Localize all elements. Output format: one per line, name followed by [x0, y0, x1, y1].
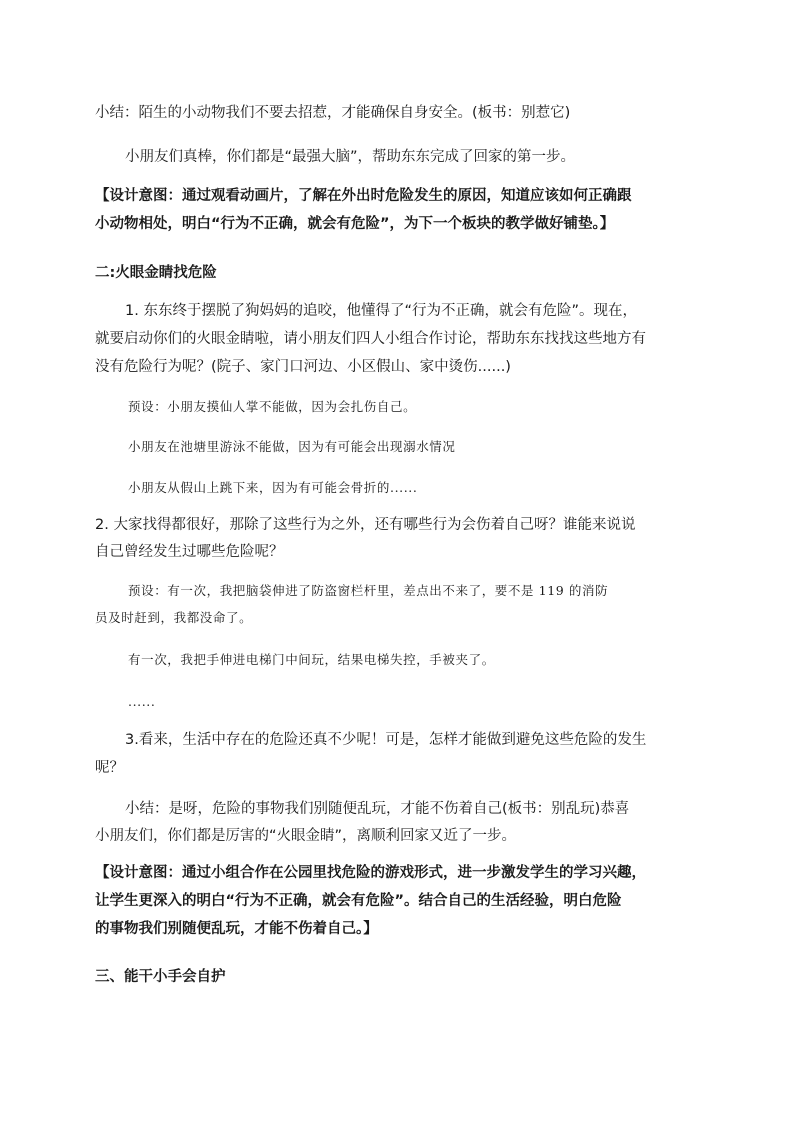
design-intent-1-line-1: 【设计意图：通过观看动画片，了解在外出时危险发生的原因，知道应该如何正确跟	[95, 188, 632, 204]
item-1-line-2: 就要启动你们的火眼金睛啦，请小朋友们四人小组合作讨论，帮助东东找找这些地方有	[95, 331, 646, 347]
section-heading-2: 二:火眼金睛找危险	[95, 265, 217, 281]
preset-2-line-3: 有一次，我把手伸进电梯门中间玩，结果电梯失控，手被夹了。	[128, 652, 495, 667]
paragraph-praise: 小朋友们真棒，你们都是“最强大脑”，帮助东东完成了回家的第一步。	[125, 149, 576, 165]
design-intent-2-line-1: 【设计意图：通过小组合作在公园里找危险的游戏形式，进一步激发学生的学习兴趣，	[95, 865, 646, 881]
preset-2-ellipsis: ......	[128, 694, 156, 709]
design-intent-2-line-2: 让学生更深入的明白“行为不正确，就会有危险”。结合自己的生活经验，明白危险	[95, 893, 622, 909]
design-intent-1-line-2: 小动物相处，明白“行为不正确，就会有危险”，为下一个板块的教学做好铺垫。】	[95, 216, 615, 232]
preset-1-line-1: 预设：小朋友摸仙人掌不能做，因为会扎伤自己。	[128, 399, 417, 414]
item-1-line-3: 没有危险行为呢？(院子、家门口河边、小区假山、家中烫伤......)	[95, 359, 511, 375]
item-3-line-2: 呢？	[95, 760, 124, 776]
preset-2-line-2: 员及时赶到，我都没命了。	[95, 610, 253, 625]
item-3-line-1: 3.看来，生活中存在的危险还真不少呢！可是，怎样才能做到避免这些危险的发生	[125, 732, 647, 748]
item-2-line-2: 自己曾经发生过哪些危险呢？	[95, 544, 284, 560]
preset-1-line-3: 小朋友从假山上跳下来，因为有可能会骨折的......	[128, 480, 418, 495]
preset-1-line-2: 小朋友在池塘里游泳不能做，因为有可能会出现溺水情况	[128, 439, 456, 454]
summary-2-line-1: 小结：是呀，危险的事物我们别随便乱玩，才能不伤着自己(板书：别乱玩)恭喜	[125, 801, 630, 817]
section-heading-3: 三、能干小手会自护	[95, 969, 226, 985]
preset-2-line-1: 预设：有一次，我把脑袋伸进了防盗窗栏杆里，差点出不来了，要不是 119 的消防	[128, 583, 609, 598]
summary-2-line-2: 小朋友们，你们都是厉害的“火眼金睛”，离顺利回家又近了一步。	[95, 828, 517, 844]
summary-line-1: 小结：陌生的小动物我们不要去招惹，才能确保自身安全。(板书：别惹它)	[95, 105, 571, 121]
design-intent-2-line-3: 的事物我们别随便乱玩，才能不伤着自己。】	[95, 921, 378, 937]
item-1-line-1: 1. 东东终于摆脱了狗妈妈的追咬，他懂得了“行为不正确，就会有危险”。现在，	[125, 303, 637, 319]
item-2-line-1: 2. 大家找得都很好，那除了这些行为之外，还有哪些行为会伤着自己呀？谁能来说说	[95, 517, 636, 533]
